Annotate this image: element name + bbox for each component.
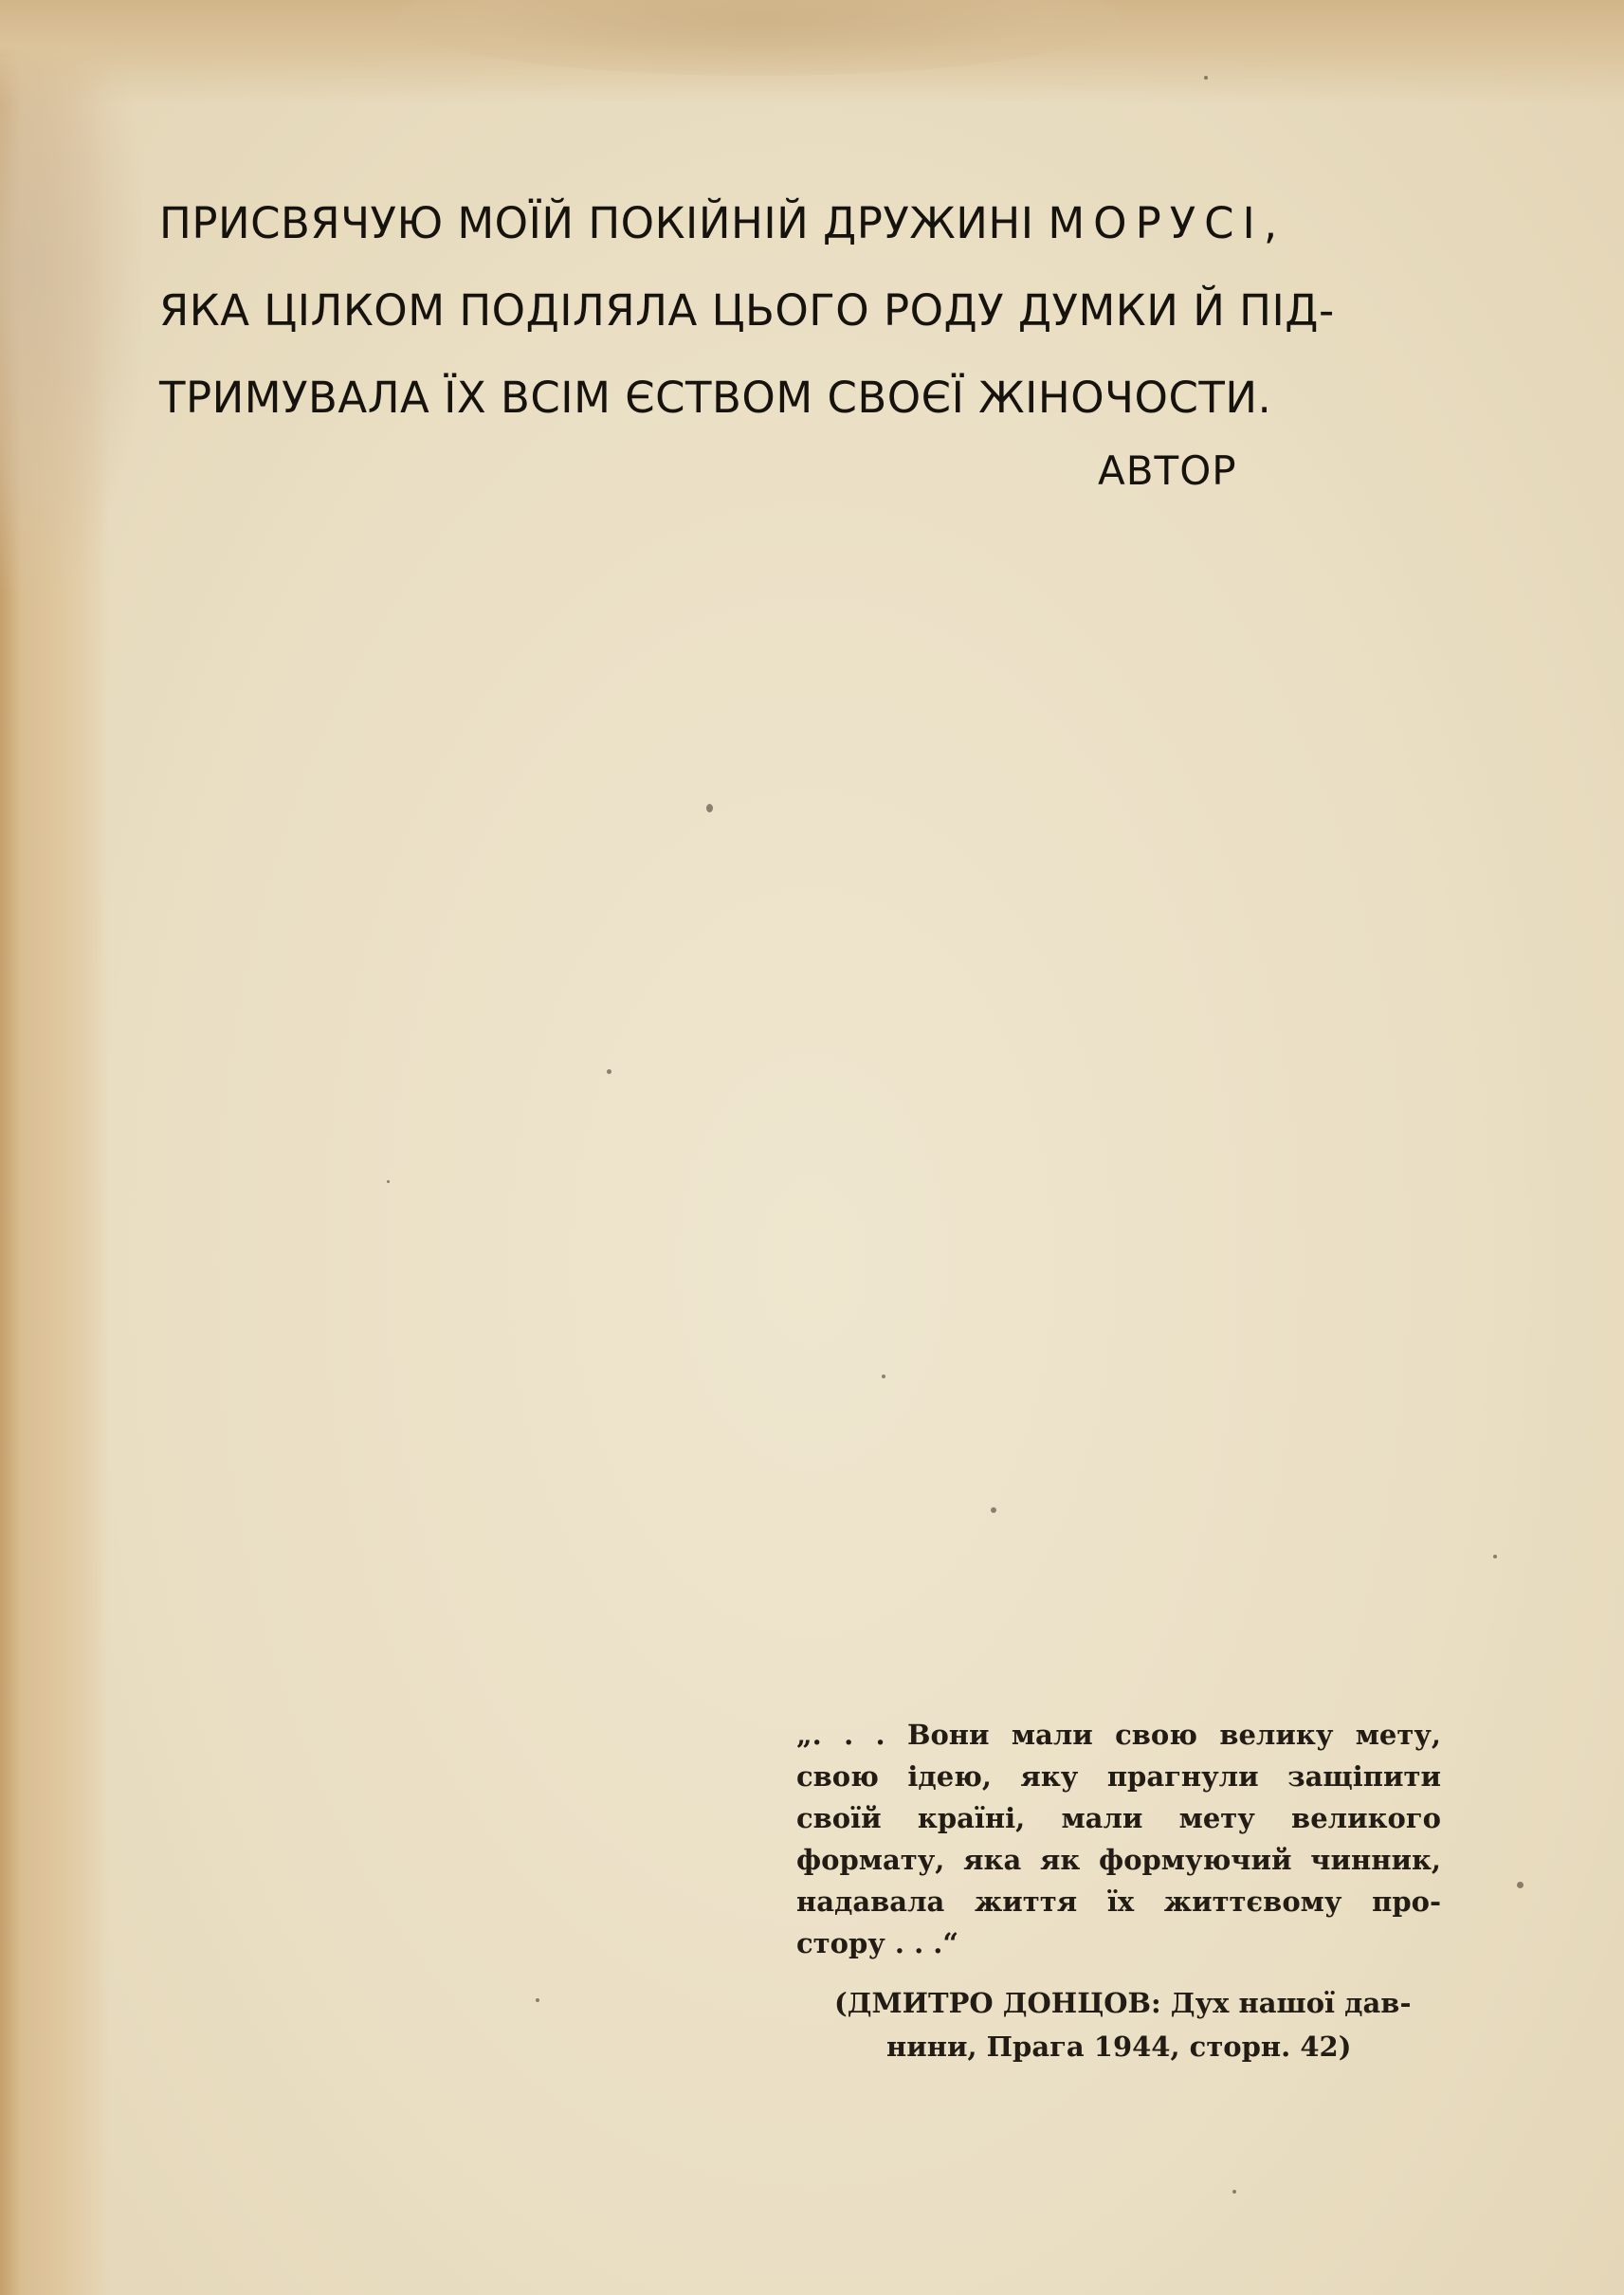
paper-stain	[0, 57, 142, 588]
paper-speck	[882, 1375, 885, 1378]
epigraph-line: стору . . .“	[796, 1927, 959, 1959]
epigraph-line: свою ідею, яку прагнули защіпити	[796, 1760, 1441, 1793]
epigraph-line: „. . . Вони мали свою велику мету,	[796, 1719, 1441, 1751]
dedication-text	[159, 180, 1449, 442]
paper-speck	[706, 804, 713, 812]
epigraph-line: надавала життя їх життєвому про-	[796, 1885, 1441, 1918]
paper-speck	[1493, 1555, 1497, 1558]
paper-speck	[607, 1069, 611, 1074]
dedication-line-2: ЯКА ЦІЛКОМ ПОДІЛЯЛА ЦЬОГО РОДУ ДУМКИ Й ПІД-	[159, 285, 1335, 336]
paper-speck	[991, 1507, 996, 1513]
paper-speck	[1204, 76, 1208, 80]
paper-speck	[387, 1180, 390, 1183]
dedication-name: МОРУСІ,	[1048, 198, 1286, 248]
dedication-line-1	[159, 180, 1449, 267]
dedication-line-1-prefix: ПРИСВЯЧУЮ МОЇЙ ПОКІЙНІЙ ДРУЖИНІ	[159, 198, 1034, 248]
paper-speck	[536, 1998, 539, 2002]
paper-speck	[1232, 2190, 1236, 2194]
paper-speck	[1517, 1882, 1524, 1888]
epigraph-line: формату, яка як формуючий чинник,	[796, 1844, 1441, 1876]
dedication-line-3: ТРИМУВАЛА ЇХ ВСІМ ЄСТВОМ СВОЄЇ ЖІНОЧОСТИ.	[159, 373, 1272, 423]
source-line-1: (ДМИТРО ДОНЦОВ: Дух нашої дав-	[834, 1987, 1412, 2019]
source-line-2: нини, Прага 1944, сторн. 42)	[886, 2031, 1352, 2063]
epigraph-line: своїй країні, мали мету великого	[796, 1802, 1441, 1834]
epigraph-source	[834, 1981, 1441, 2068]
epigraph-quote	[796, 1714, 1441, 1964]
author-signature: АВТОР	[1098, 447, 1237, 494]
